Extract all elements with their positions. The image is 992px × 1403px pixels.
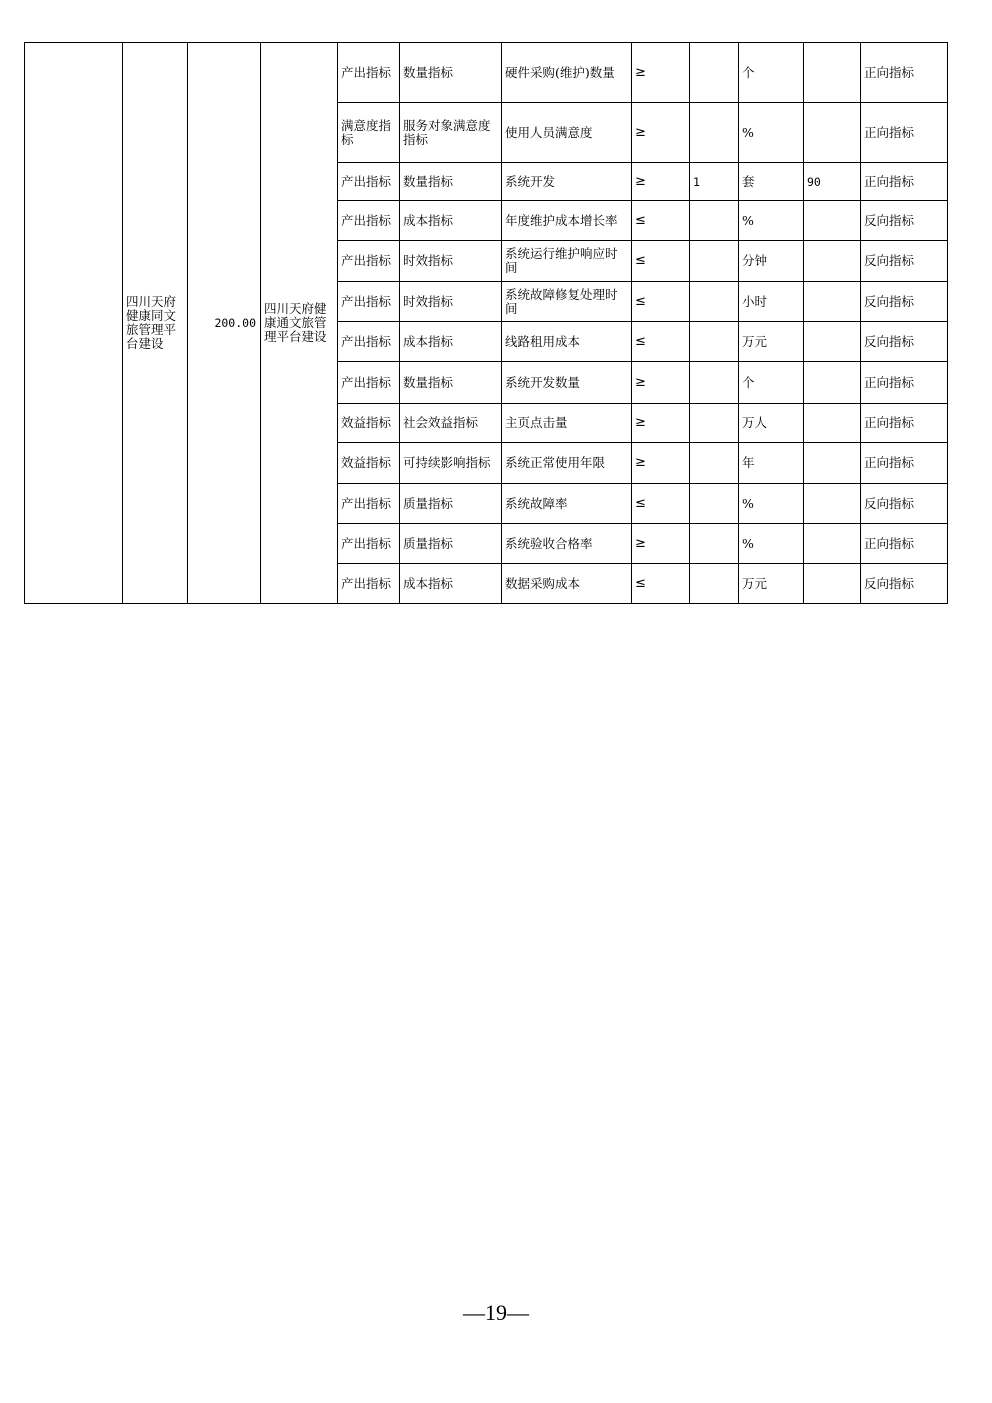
level3-indicator-cell: 系统正常使用年限 — [502, 443, 632, 484]
direction-cell: 正向指标 — [861, 404, 948, 443]
level2-indicator-cell: 质量指标 — [400, 484, 502, 524]
level3-indicator-cell: 系统验收合格率 — [502, 524, 632, 564]
level2-indicator-cell: 数量指标 — [400, 362, 502, 404]
level3-indicator-cell: 主页点击量 — [502, 404, 632, 443]
level1-indicator-cell: 产出指标 — [338, 201, 400, 241]
score-cell — [804, 564, 861, 604]
direction-cell: 正向指标 — [861, 443, 948, 484]
unit-cell: 个 — [739, 43, 804, 103]
operator-cell: ≥ — [632, 404, 690, 443]
level1-indicator-cell: 效益指标 — [338, 404, 400, 443]
target-value-cell: 1 — [690, 163, 739, 201]
score-cell — [804, 201, 861, 241]
direction-cell: 正向指标 — [861, 163, 948, 201]
table-row — [25, 43, 948, 103]
level2-indicator-cell: 社会效益指标 — [400, 404, 502, 443]
level3-indicator-cell: 系统故障修复处理时间 — [502, 282, 632, 322]
level2-indicator-cell: 时效指标 — [400, 241, 502, 282]
score-cell — [804, 484, 861, 524]
performance-indicator-table — [24, 42, 948, 604]
level2-indicator-cell: 服务对象满意度指标 — [400, 103, 502, 163]
unit-cell: % — [739, 201, 804, 241]
operator-cell: ≥ — [632, 43, 690, 103]
level2-indicator-cell: 数量指标 — [400, 163, 502, 201]
target-value-cell — [690, 443, 739, 484]
level3-indicator-cell: 系统开发 — [502, 163, 632, 201]
direction-cell: 正向指标 — [861, 362, 948, 404]
direction-cell: 反向指标 — [861, 201, 948, 241]
project-amount-cell: 200.00 — [188, 43, 261, 604]
operator-cell: ≥ — [632, 524, 690, 564]
target-value-cell — [690, 524, 739, 564]
operator-cell: ≥ — [632, 362, 690, 404]
level3-indicator-cell: 线路租用成本 — [502, 322, 632, 362]
project-name-cell: 四川天府健康同文旅管理平台建设 — [123, 43, 188, 604]
level1-indicator-cell: 产出指标 — [338, 484, 400, 524]
level2-indicator-cell: 质量指标 — [400, 524, 502, 564]
level2-indicator-cell: 成本指标 — [400, 564, 502, 604]
table-body — [25, 43, 948, 604]
operator-cell: ≥ — [632, 103, 690, 163]
sub-project-name-cell: 四川天府健康通文旅管理平台建设 — [261, 43, 338, 604]
level1-indicator-cell: 产出指标 — [338, 564, 400, 604]
operator-cell: ≤ — [632, 564, 690, 604]
level3-indicator-cell: 系统运行维护响应时间 — [502, 241, 632, 282]
level2-indicator-cell: 成本指标 — [400, 201, 502, 241]
score-cell — [804, 362, 861, 404]
direction-cell: 正向指标 — [861, 524, 948, 564]
target-value-cell — [690, 201, 739, 241]
score-cell — [804, 282, 861, 322]
level1-indicator-cell: 产出指标 — [338, 362, 400, 404]
operator-cell: ≥ — [632, 443, 690, 484]
score-cell — [804, 241, 861, 282]
level2-indicator-cell: 时效指标 — [400, 282, 502, 322]
page-number: —19— — [463, 1300, 529, 1325]
unit-cell: % — [739, 484, 804, 524]
level2-indicator-cell: 可持续影响指标 — [400, 443, 502, 484]
operator-cell: ≤ — [632, 282, 690, 322]
unit-cell: 小时 — [739, 282, 804, 322]
level3-indicator-cell: 数据采购成本 — [502, 564, 632, 604]
unit-cell: 套 — [739, 163, 804, 201]
operator-cell: ≥ — [632, 163, 690, 201]
unit-cell: 年 — [739, 443, 804, 484]
target-value-cell — [690, 484, 739, 524]
score-cell — [804, 404, 861, 443]
target-value-cell — [690, 564, 739, 604]
target-value-cell — [690, 322, 739, 362]
level1-indicator-cell: 满意度指标 — [338, 103, 400, 163]
target-value-cell — [690, 404, 739, 443]
blank-department-cell — [25, 43, 123, 604]
level1-indicator-cell: 产出指标 — [338, 43, 400, 103]
direction-cell: 反向指标 — [861, 322, 948, 362]
unit-cell: 万人 — [739, 404, 804, 443]
unit-cell: 万元 — [739, 564, 804, 604]
score-cell: 90 — [804, 163, 861, 201]
unit-cell: 分钟 — [739, 241, 804, 282]
operator-cell: ≤ — [632, 201, 690, 241]
score-cell — [804, 322, 861, 362]
target-value-cell — [690, 241, 739, 282]
operator-cell: ≤ — [632, 484, 690, 524]
target-value-cell — [690, 103, 739, 163]
target-value-cell — [690, 362, 739, 404]
direction-cell: 反向指标 — [861, 241, 948, 282]
unit-cell: 个 — [739, 362, 804, 404]
target-value-cell — [690, 282, 739, 322]
unit-cell: 万元 — [739, 322, 804, 362]
direction-cell: 反向指标 — [861, 282, 948, 322]
level1-indicator-cell: 产出指标 — [338, 322, 400, 362]
level3-indicator-cell: 硬件采购(维护)数量 — [502, 43, 632, 103]
target-value-cell — [690, 43, 739, 103]
score-cell — [804, 524, 861, 564]
direction-cell: 反向指标 — [861, 564, 948, 604]
unit-cell: % — [739, 524, 804, 564]
direction-cell: 正向指标 — [861, 103, 948, 163]
level3-indicator-cell: 使用人员满意度 — [502, 103, 632, 163]
level3-indicator-cell: 系统开发数量 — [502, 362, 632, 404]
direction-cell: 反向指标 — [861, 484, 948, 524]
level1-indicator-cell: 效益指标 — [338, 443, 400, 484]
score-cell — [804, 443, 861, 484]
operator-cell: ≤ — [632, 241, 690, 282]
level2-indicator-cell: 数量指标 — [400, 43, 502, 103]
score-cell — [804, 43, 861, 103]
level3-indicator-cell: 系统故障率 — [502, 484, 632, 524]
level1-indicator-cell: 产出指标 — [338, 524, 400, 564]
direction-cell: 正向指标 — [861, 43, 948, 103]
score-cell — [804, 103, 861, 163]
level3-indicator-cell: 年度维护成本增长率 — [502, 201, 632, 241]
level1-indicator-cell: 产出指标 — [338, 163, 400, 201]
operator-cell: ≤ — [632, 322, 690, 362]
level2-indicator-cell: 成本指标 — [400, 322, 502, 362]
level1-indicator-cell: 产出指标 — [338, 282, 400, 322]
level1-indicator-cell: 产出指标 — [338, 241, 400, 282]
unit-cell: % — [739, 103, 804, 163]
